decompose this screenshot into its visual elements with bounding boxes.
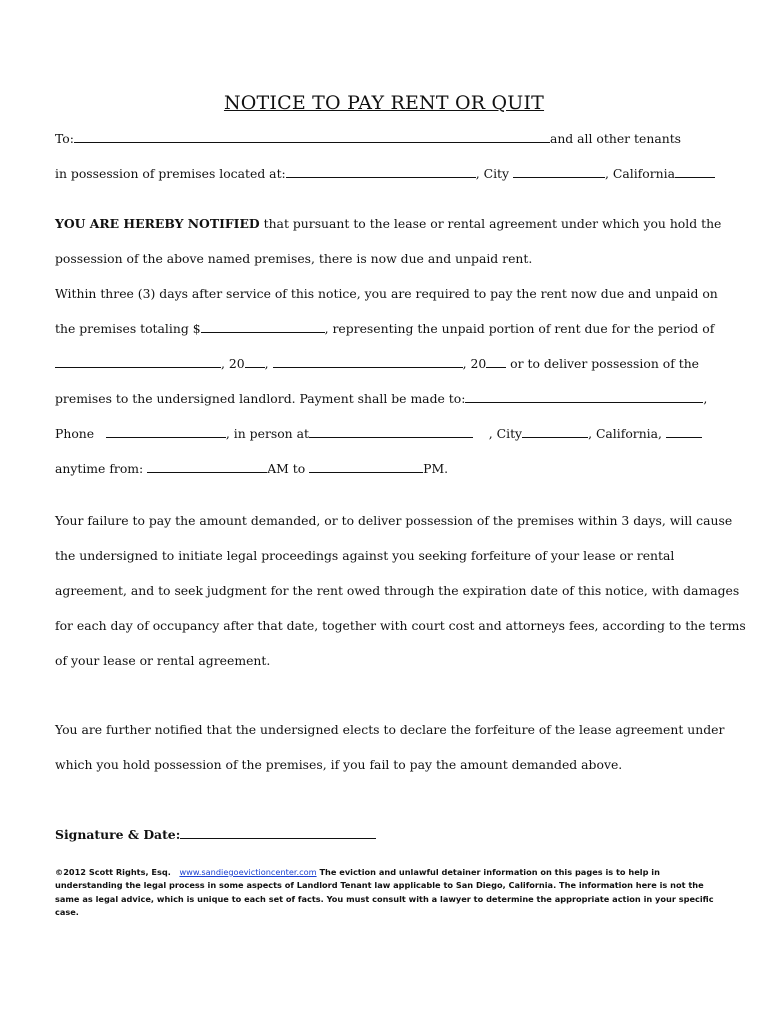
deliver-label: or to deliver possession of the <box>506 356 700 371</box>
notice-line-1 <box>55 216 721 232</box>
failure-line: the undersigned to initiate legal proceedings against you seeking forfeiture of your lease or rental <box>55 548 675 563</box>
signature-line <box>55 827 376 843</box>
payment-city-label: , City <box>488 426 523 441</box>
period-end-blank[interactable] <box>273 356 463 368</box>
payment-zip-blank[interactable] <box>666 426 702 438</box>
footer-disclaimer <box>55 866 715 920</box>
rent-amount-blank[interactable] <box>201 321 325 333</box>
notified-heading: YOU ARE HEREBY NOTIFIED <box>55 216 260 231</box>
pm-label: PM. <box>423 461 449 476</box>
in-person-label: , in person at <box>225 426 309 441</box>
failure-line: agreement, and to seek judgment for the rent owed through the expiration date of this notice, with damages <box>55 583 740 598</box>
payment-label: premises to the undersigned landlord. Payment shall be made to: <box>55 391 466 406</box>
notice-line-8 <box>55 461 448 477</box>
notice-line-6 <box>55 391 707 407</box>
tenant-name-blank[interactable] <box>74 131 550 143</box>
page-title: NOTICE TO PAY RENT OR QUIT <box>223 92 545 114</box>
anytime-label: anytime from: <box>55 461 144 476</box>
signature-blank[interactable] <box>180 827 376 839</box>
premises-city-blank[interactable] <box>513 166 605 178</box>
notice-line-4 <box>55 321 714 337</box>
further-line: You are further notified that the undersigned elects to declare the forfeiture of the lease agreement under <box>55 722 725 737</box>
phone-blank[interactable] <box>106 426 226 438</box>
other-tenants-text: and all other tenants <box>549 131 682 146</box>
end-time-blank[interactable] <box>309 461 423 473</box>
to-label: To: <box>55 131 74 146</box>
failure-line: for each day of occupancy after that date, together with court cost and attorneys fees, according to the terms <box>55 618 746 633</box>
period-label: , representing the unpaid portion of rent due for the period of <box>324 321 715 336</box>
notice-line-3: Within three (3) days after service of this notice, you are required to pay the rent now due and unpaid on <box>55 286 718 301</box>
copyright-text: ©2012 Scott Rights, Esq. <box>55 867 171 877</box>
period-start-blank[interactable] <box>55 356 221 368</box>
signature-label: Signature & Date: <box>55 827 181 842</box>
premises-line <box>55 166 715 182</box>
payment-california-label: , California, <box>588 426 662 441</box>
notice-line-7 <box>55 426 702 442</box>
website-link[interactable]: www.sandiegoevictioncenter.com <box>179 867 317 877</box>
further-line: which you hold possession of the premises, if you fail to pay the amount demanded above. <box>55 757 623 772</box>
disclaimer-text: The eviction and unlawful detainer information on this pages is to help in understanding the legal process in some aspects of Landlord Tenant law applicable to San Diego, California. The information here is not the same as legal advice, which is unique to each set of facts. You must consult with a lawyer to determine the appropriate action in your specific case. <box>55 867 714 918</box>
premises-zip-blank[interactable] <box>675 166 715 178</box>
comma-1: , <box>264 356 269 371</box>
notice-line-2: possession of the above named premises, there is now due and unpaid rent. <box>55 251 533 266</box>
period-start-year-blank[interactable] <box>245 356 265 368</box>
city-label: , City <box>475 166 510 181</box>
amount-label: the premises totaling $ <box>55 321 201 336</box>
phone-label: Phone <box>55 426 95 441</box>
payee-blank[interactable] <box>465 391 703 403</box>
start-time-blank[interactable] <box>147 461 267 473</box>
period-end-year-blank[interactable] <box>486 356 506 368</box>
year-label-1: , 20 <box>221 356 245 371</box>
notice-line-5 <box>55 356 699 372</box>
failure-line: Your failure to pay the amount demanded, or to deliver possession of the premises within 3 days, will cause <box>55 513 733 528</box>
in-person-address-blank[interactable] <box>309 426 473 438</box>
notice-text-1: that pursuant to the lease or rental agreement under which you hold the <box>259 216 722 231</box>
california-label: , California <box>605 166 675 181</box>
payment-city-blank[interactable] <box>522 426 588 438</box>
comma-2: , <box>703 391 708 406</box>
premises-label: in possession of premises located at: <box>55 166 286 181</box>
year-label-2: , 20 <box>462 356 487 371</box>
failure-line: of your lease or rental agreement. <box>55 653 271 668</box>
premises-address-blank[interactable] <box>286 166 476 178</box>
am-to-label: AM to <box>267 461 306 476</box>
to-line <box>55 131 681 147</box>
